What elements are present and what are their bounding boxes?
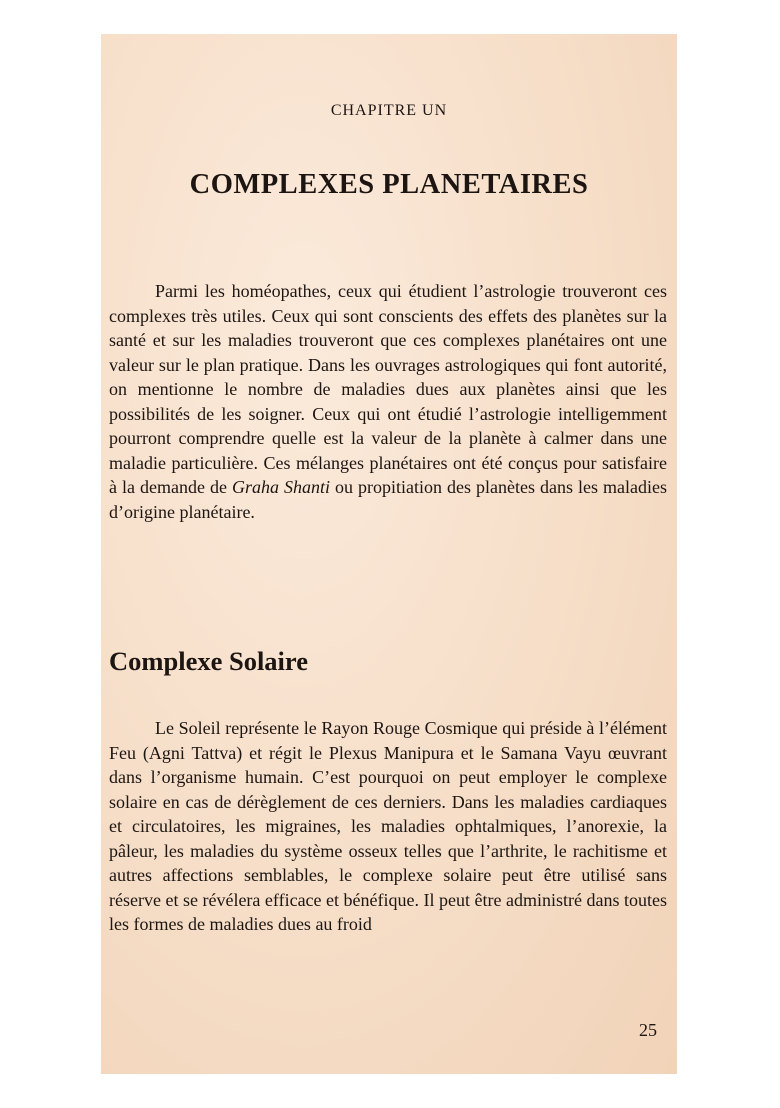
intro-italic-term: Graha Shanti [231,477,331,497]
section-paragraph: Le Soleil représente le Rayon Rouge Cosmique qui préside à l’élément Feu (Agni Tattva) et régit le Plexus Manipura et le Samana Vayu œuvrant dans l’organisme humain. C’est pourquoi on peut employer le complexe solaire en cas de dérèglement de ces derniers. Dans les maladies cardiaques et circulatoires, les migraines, les maladies ophtalmiques, l’anorexie, la pâleur, les maladies du système osseux telles que l’arthrite, le rachitisme et autres affections semblables, le complexe solaire peut être utilisé sans réserve et se révélera efficace et bénéfique. Il peut être administré dans toutes les formes de maladies dues au froid [109,718,667,934]
section-heading: Complexe Solaire [109,646,308,676]
page-number: 25 [639,1020,657,1040]
intro-text-end: ou propitiation des planètes dans les maladies d’origine planétaire. [109,477,668,522]
intro-text-start: Parmi les homéopathes, ceux qui étudient l’astrologie trouveront ces complexes très utiles. Ceux qui sont conscients des effets des planètes sur la santé et sur les maladies trouveront que ces complexes planétaires ont une valeur sur le plan pratique. Dans les ouvrages astrologiques qui font autorité, on mentionne le nombre de maladies dues aux planètes ainsi que les possibilités de les soigner. Ceux qui ont étudié l’astrologie intelligemment pourront comprendre quelle est la valeur de la planète à calmer dans une maladie particulière. Ces mélanges planétaires ont été conçus pour satisfaire à la demande de [109,281,667,497]
intro-paragraph [109,279,667,524]
chapter-title: COMPLEXES PLANETAIRES [189,169,589,200]
chapter-label: CHAPITRE UN [330,102,448,119]
book-page [101,34,677,1074]
